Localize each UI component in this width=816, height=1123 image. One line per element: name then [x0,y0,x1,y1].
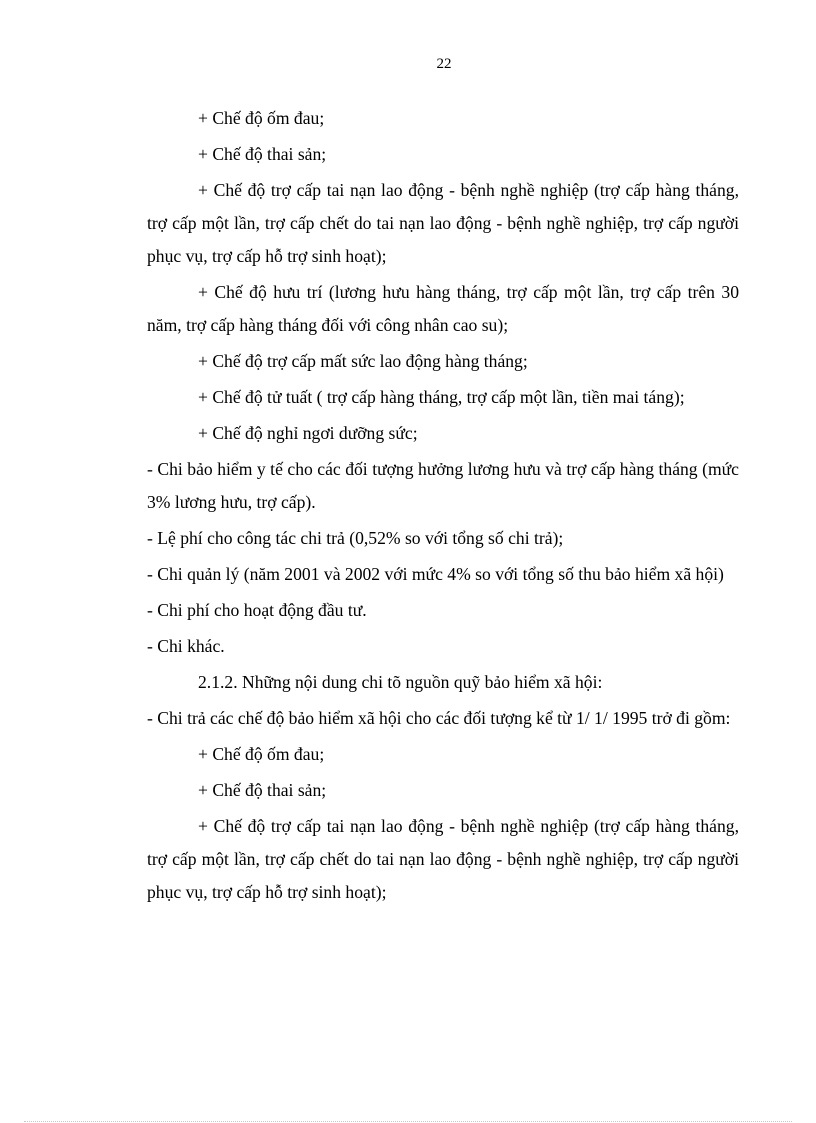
paragraph-om-dau-2: + Chế độ ốm đau; [198,744,325,764]
paragraph-tai-nan-lao-dong-2: + Chế độ trợ cấp tai nạn lao động - bệnh nghề nghiệp (trợ cấp hàng tháng, trợ cấp một lần, trợ cấp chết do tai nạn lao động - bệnh nghề nghiệp, trợ cấp người phục vụ, trợ cấp hỗ trợ sinh hoạt); [147,816,739,902]
document-body [147,102,739,912]
paragraph-chi-tra-che-do: - Chi trả các chế độ bảo hiểm xã hội cho các đối tượng kể từ 1/ 1/ 1995 trở đi gồm: [147,708,731,728]
footer-divider [24,1121,792,1122]
paragraph-mat-suc-lao-dong: + Chế độ trợ cấp mất sức lao động hàng tháng; [198,351,528,371]
paragraph-bao-hiem-y-te: - Chi bảo hiểm y tế cho các đối tượng hưởng lương hưu và trợ cấp hàng tháng (mức 3% lương hưu, trợ cấp). [147,459,739,512]
paragraph-thai-san: + Chế độ thai sản; [198,144,327,164]
section-heading: 2.1.2. Những nội dung chi tõ nguồn quỹ bảo hiểm xã hội: [198,672,603,692]
paragraph-thai-san-2: + Chế độ thai sản; [198,780,327,800]
paragraph-tu-tuat: + Chế độ tử tuất ( trợ cấp hàng tháng, trợ cấp một lần, tiền mai táng); [198,387,685,407]
paragraph-chi-phi-dau-tu: - Chi phí cho hoạt động đầu tư. [147,600,367,620]
paragraph-le-phi: - Lệ phí cho công tác chi trả (0,52% so với tổng số chi trả); [147,528,564,548]
paragraph-tai-nan-lao-dong: + Chế độ trợ cấp tai nạn lao động - bệnh nghề nghiệp (trợ cấp hàng tháng, trợ cấp một lần, trợ cấp chết do tai nạn lao động - bệnh nghề nghiệp, trợ cấp người phục vụ, trợ cấp hỗ trợ sinh hoạt); [147,180,739,266]
paragraph-chi-khac: - Chi khác. [147,636,225,656]
paragraph-nghi-ngoi: + Chế độ nghỉ ngơi dưỡng sức; [198,423,418,443]
page-number: 22 [436,56,452,72]
paragraph-chi-quan-ly: - Chi quản lý (năm 2001 và 2002 với mức 4% so với tổng số thu bảo hiểm xã hội) [147,564,724,584]
paragraph-huu-tri: + Chế độ hưu trí (lương hưu hàng tháng, trợ cấp một lần, trợ cấp trên 30 năm, trợ cấp hàng tháng đối với công nhân cao su); [147,282,739,335]
paragraph-om-dau: + Chế độ ốm đau; [198,108,325,128]
